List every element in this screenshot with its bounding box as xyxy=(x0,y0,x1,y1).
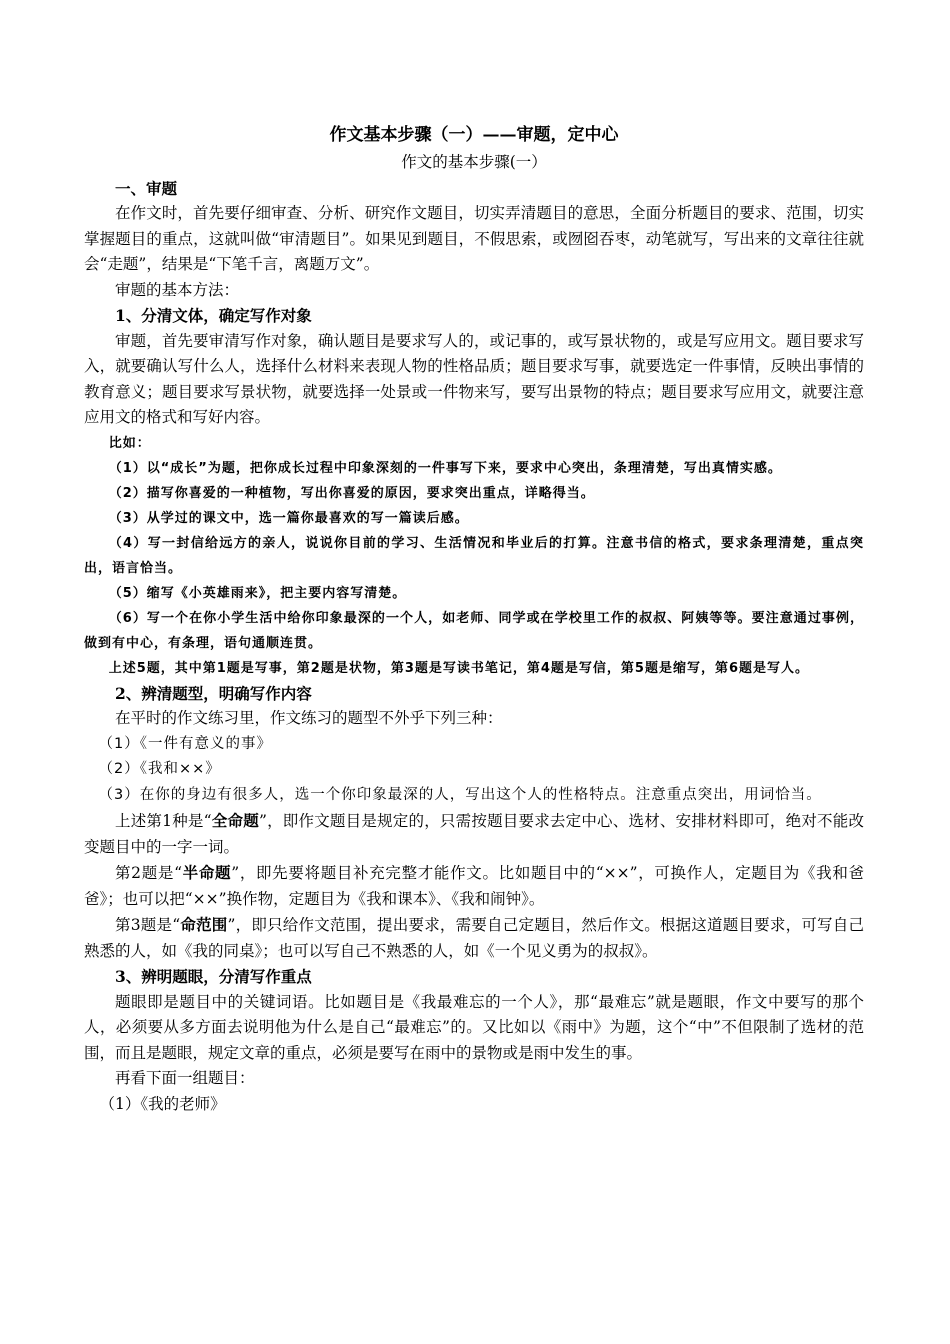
example-item: （4）写一封信给远方的亲人，说说你目前的学习、生活情况和毕业后的打算。注意书信的格式，要求条理清楚，重点突出，语言恰当。 xyxy=(84,535,864,576)
paragraph: 题眼即是题目中的关键词语。比如题目是《我最难忘的一个人》，那“最难忘”就是题眼，作文中要写的那个人，必须要从多方面去说明他为什么是自己“最难忘”的。又比如以《雨中》为题，这个“中”不但限制了选材的范围，而且是题眼，规定文章的重点，必须是要写在雨中的景物或是雨中发生的事。 xyxy=(84,992,864,1062)
paragraph xyxy=(84,808,864,860)
example-item: （1）以“成长”为题，把你成长过程中印象深刻的一件事写下来，要求中心突出，条理清楚，写出真情实感。 xyxy=(108,460,782,476)
text-run: 上述第1种是“ xyxy=(115,812,212,830)
topic-item: （1）《我的老师》 xyxy=(99,1094,226,1113)
text-run: ”，即先要将题目补充完整才能作文。比如题目中的“××”，可换作人，定题目为《我和爸爸》；也可以把“××”换作物，定题目为《我和课本》、《我和闹钟》。 xyxy=(84,864,864,908)
paragraph: 审题，首先要审清写作对象，确认题目是要求写人的，或记事的，或写景状物的，或是写应用文。题目要求写入，就要确认写什么人，选择什么材料来表现人物的性格品质；题目要求写事，就要选定一件事情，反映出事情的教育意义；题目要求写景状物，就要选择一处景或一件物来写，要写出景物的特点；题目要求写应用文，就要注意应用文的格式和写好内容。 xyxy=(84,331,864,426)
example-item: （5）缩写《小英雄雨来》，把主要内容写清楚。 xyxy=(108,585,407,601)
example-item: （3）从学过的课文中，选一篇你最喜欢的写一篇读后感。 xyxy=(108,510,469,526)
text-run: 第3题是“ xyxy=(115,916,181,934)
subheading-1: 1、分清文体，确定写作对象 xyxy=(115,306,312,325)
text-run: ”，即只给作文范围，提出要求，需要自己定题目，然后作文。根据这道题目要求，可写自己熟悉的人，如《我的同桌》；也可以写自己不熟悉的人，如《一个见义勇为的叔叔》。 xyxy=(84,916,864,960)
page-subtitle: 作文的基本步骤(一） xyxy=(401,153,547,171)
paragraph: 在作文时，首先要仔细审查、分析、研究作文题目，切实弄清题目的意思，全面分析题目的要求、范围，切实掌握题目的重点，这就叫做“审清题目”。如果见到题目，不假思索，或囫囵吞枣，动笔就写，写出来的文章往往就会“走题”，结果是“下笔千言，离题万文”。 xyxy=(84,204,864,273)
paragraph xyxy=(84,860,864,912)
keyword: 半命题 xyxy=(182,863,232,882)
topic-item: （1）《一件有意义的事》 xyxy=(98,735,272,752)
paragraph: 再看下面一组题目： xyxy=(115,1069,255,1087)
keyword: 命范围 xyxy=(180,915,228,934)
page-title: 作文基本步骤（一）——审题，定中心 xyxy=(329,125,619,145)
subheading-3: 3、辨明题眼，分清写作重点 xyxy=(115,967,312,986)
text-run: 第2题是“ xyxy=(115,864,182,882)
example-intro: 比如： xyxy=(108,435,151,451)
topic-item: （3）在你的身边有很多人，选一个你印象最深的人，写出这个人的性格特点。注意重点突出，用词恰当。 xyxy=(98,786,822,803)
example-item: （2）描写你喜爱的一种植物，写出你喜爱的原因，要求突出重点，详略得当。 xyxy=(108,485,595,501)
document-body xyxy=(84,120,864,1117)
example-summary: 上述5题，其中第1题是写事，第2题是状物，第3题是写读书笔记，第4题是写信，第5题是缩写，第6题是写人。 xyxy=(108,660,810,676)
topic-item: （2）《我和××》 xyxy=(98,761,221,777)
example-item: （6）写一个在你小学生活中给你印象最深的一个人，如老师、同学或在学校里工作的叔叔、阿姨等等。要注意通过事例，做到有中心，有条理，语句通顺连贯。 xyxy=(84,610,864,651)
section-heading-1: 一、审题 xyxy=(115,178,178,198)
paragraph xyxy=(84,912,864,964)
text-run: ”，即作文题目是规定的，只需按题目要求去定中心、选材、安排材料即可，绝对不能改变题目中的一字一词。 xyxy=(84,812,864,856)
keyword: 全命题 xyxy=(211,811,259,830)
paragraph: 在平时的作文练习里，作文练习的题型不外乎下列三种： xyxy=(115,709,503,727)
paragraph: 审题的基本方法： xyxy=(115,280,240,299)
subheading-2: 2、辨清题型，明确写作内容 xyxy=(115,683,312,703)
